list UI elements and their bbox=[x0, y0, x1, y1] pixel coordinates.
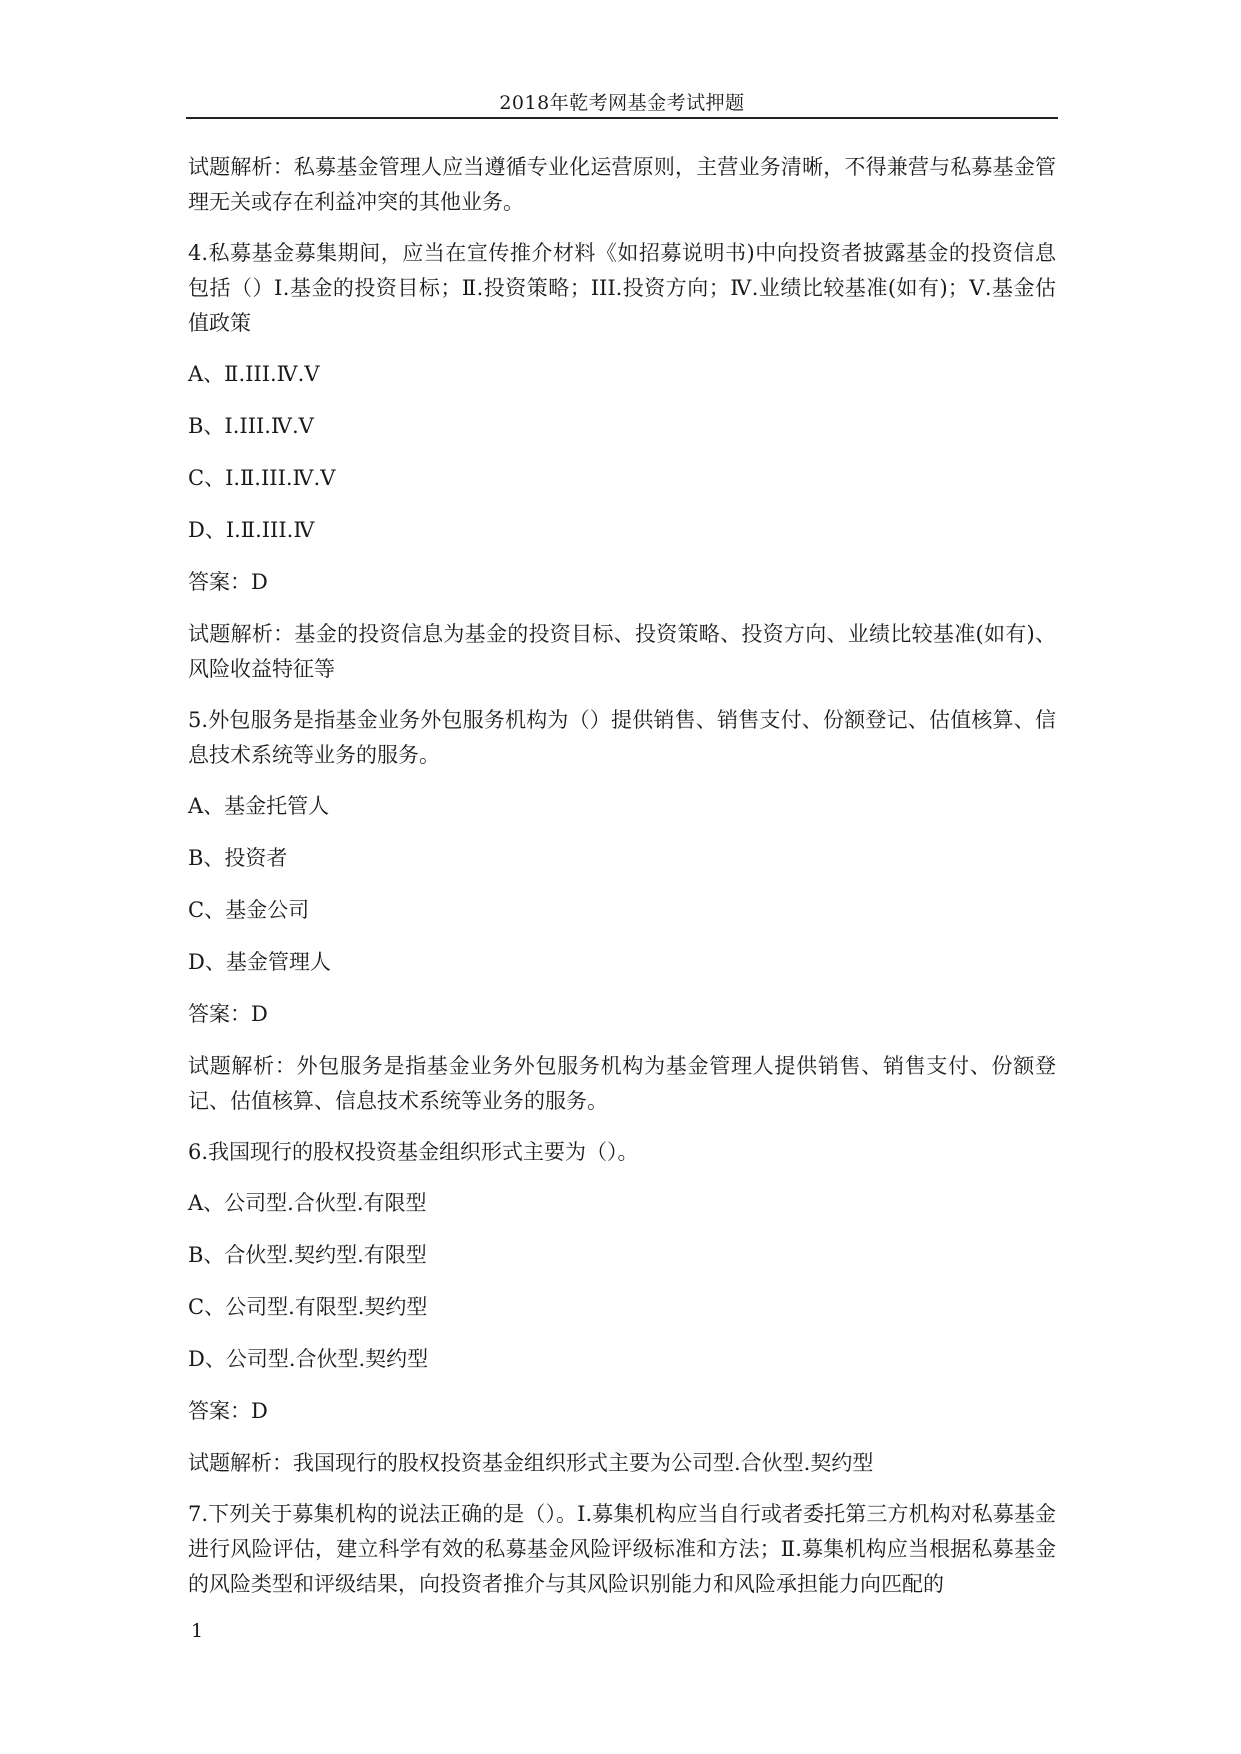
answer-option: D、Ⅰ.Ⅱ.III.Ⅳ bbox=[188, 518, 315, 542]
answer-line: 答案：D bbox=[188, 1399, 268, 1423]
explanation-paragraph: 试题解析：外包服务是指基金业务外包服务机构为基金管理人提供销售、销售支付、份额登记、估值核算、信息技术系统等业务的服务。 bbox=[188, 1054, 1056, 1113]
page-header-title: 2018年乾考网基金考试押题 bbox=[499, 92, 745, 114]
question-paragraph: 5.外包服务是指基金业务外包服务机构为（）提供销售、销售支付、份额登记、估值核算、信息技术系统等业务的服务。 bbox=[188, 708, 1056, 767]
page-number: 1 bbox=[191, 1620, 204, 1642]
answer-option: B、Ⅰ.III.Ⅳ.Ⅴ bbox=[188, 414, 314, 438]
question-paragraph: 6.我国现行的股权投资基金组织形式主要为（）。 bbox=[188, 1140, 639, 1164]
explanation-paragraph: 试题解析：私募基金管理人应当遵循专业化运营原则，主营业务清晰，不得兼营与私募基金管理无关或存在利益冲突的其他业务。 bbox=[188, 155, 1056, 214]
answer-option: A、公司型.合伙型.有限型 bbox=[188, 1191, 427, 1215]
answer-option: D、基金管理人 bbox=[188, 950, 331, 974]
answer-option: B、合伙型.契约型.有限型 bbox=[188, 1243, 427, 1267]
answer-option: C、基金公司 bbox=[188, 898, 310, 922]
answer-option: B、投资者 bbox=[188, 846, 288, 870]
answer-option: A、Ⅱ.III.Ⅳ.Ⅴ bbox=[188, 362, 320, 386]
answer-option: A、基金托管人 bbox=[188, 794, 330, 818]
answer-option: C、公司型.有限型.契约型 bbox=[188, 1295, 428, 1319]
document-body bbox=[188, 150, 1056, 1618]
explanation-paragraph: 试题解析：我国现行的股权投资基金组织形式主要为公司型.合伙型.契约型 bbox=[188, 1451, 874, 1475]
header-divider bbox=[186, 117, 1058, 119]
answer-option: C、Ⅰ.Ⅱ.III.Ⅳ.Ⅴ bbox=[188, 466, 336, 490]
answer-line: 答案：D bbox=[188, 570, 268, 594]
answer-line: 答案：D bbox=[188, 1002, 268, 1026]
explanation-paragraph: 试题解析：基金的投资信息为基金的投资目标、投资策略、投资方向、业绩比较基准(如有)、风险收益特征等 bbox=[188, 622, 1056, 681]
answer-option: D、公司型.合伙型.契约型 bbox=[188, 1347, 429, 1371]
question-paragraph: 4.私募基金募集期间，应当在宣传推介材料《如招募说明书)中向投资者披露基金的投资信息包括（）Ⅰ.基金的投资目标；Ⅱ.投资策略；III.投资方向；Ⅳ.业绩比较基准(如有)；Ⅴ.基金估值政策 bbox=[188, 241, 1056, 335]
question-paragraph: 7.下列关于募集机构的说法正确的是（）。Ⅰ.募集机构应当自行或者委托第三方机构对私募基金进行风险评估，建立科学有效的私募基金风险评级标准和方法；Ⅱ.募集机构应当根据私募基金的风险类型和评级结果，向投资者推介与其风险识别能力和风险承担能力向匹配的 bbox=[188, 1502, 1056, 1596]
